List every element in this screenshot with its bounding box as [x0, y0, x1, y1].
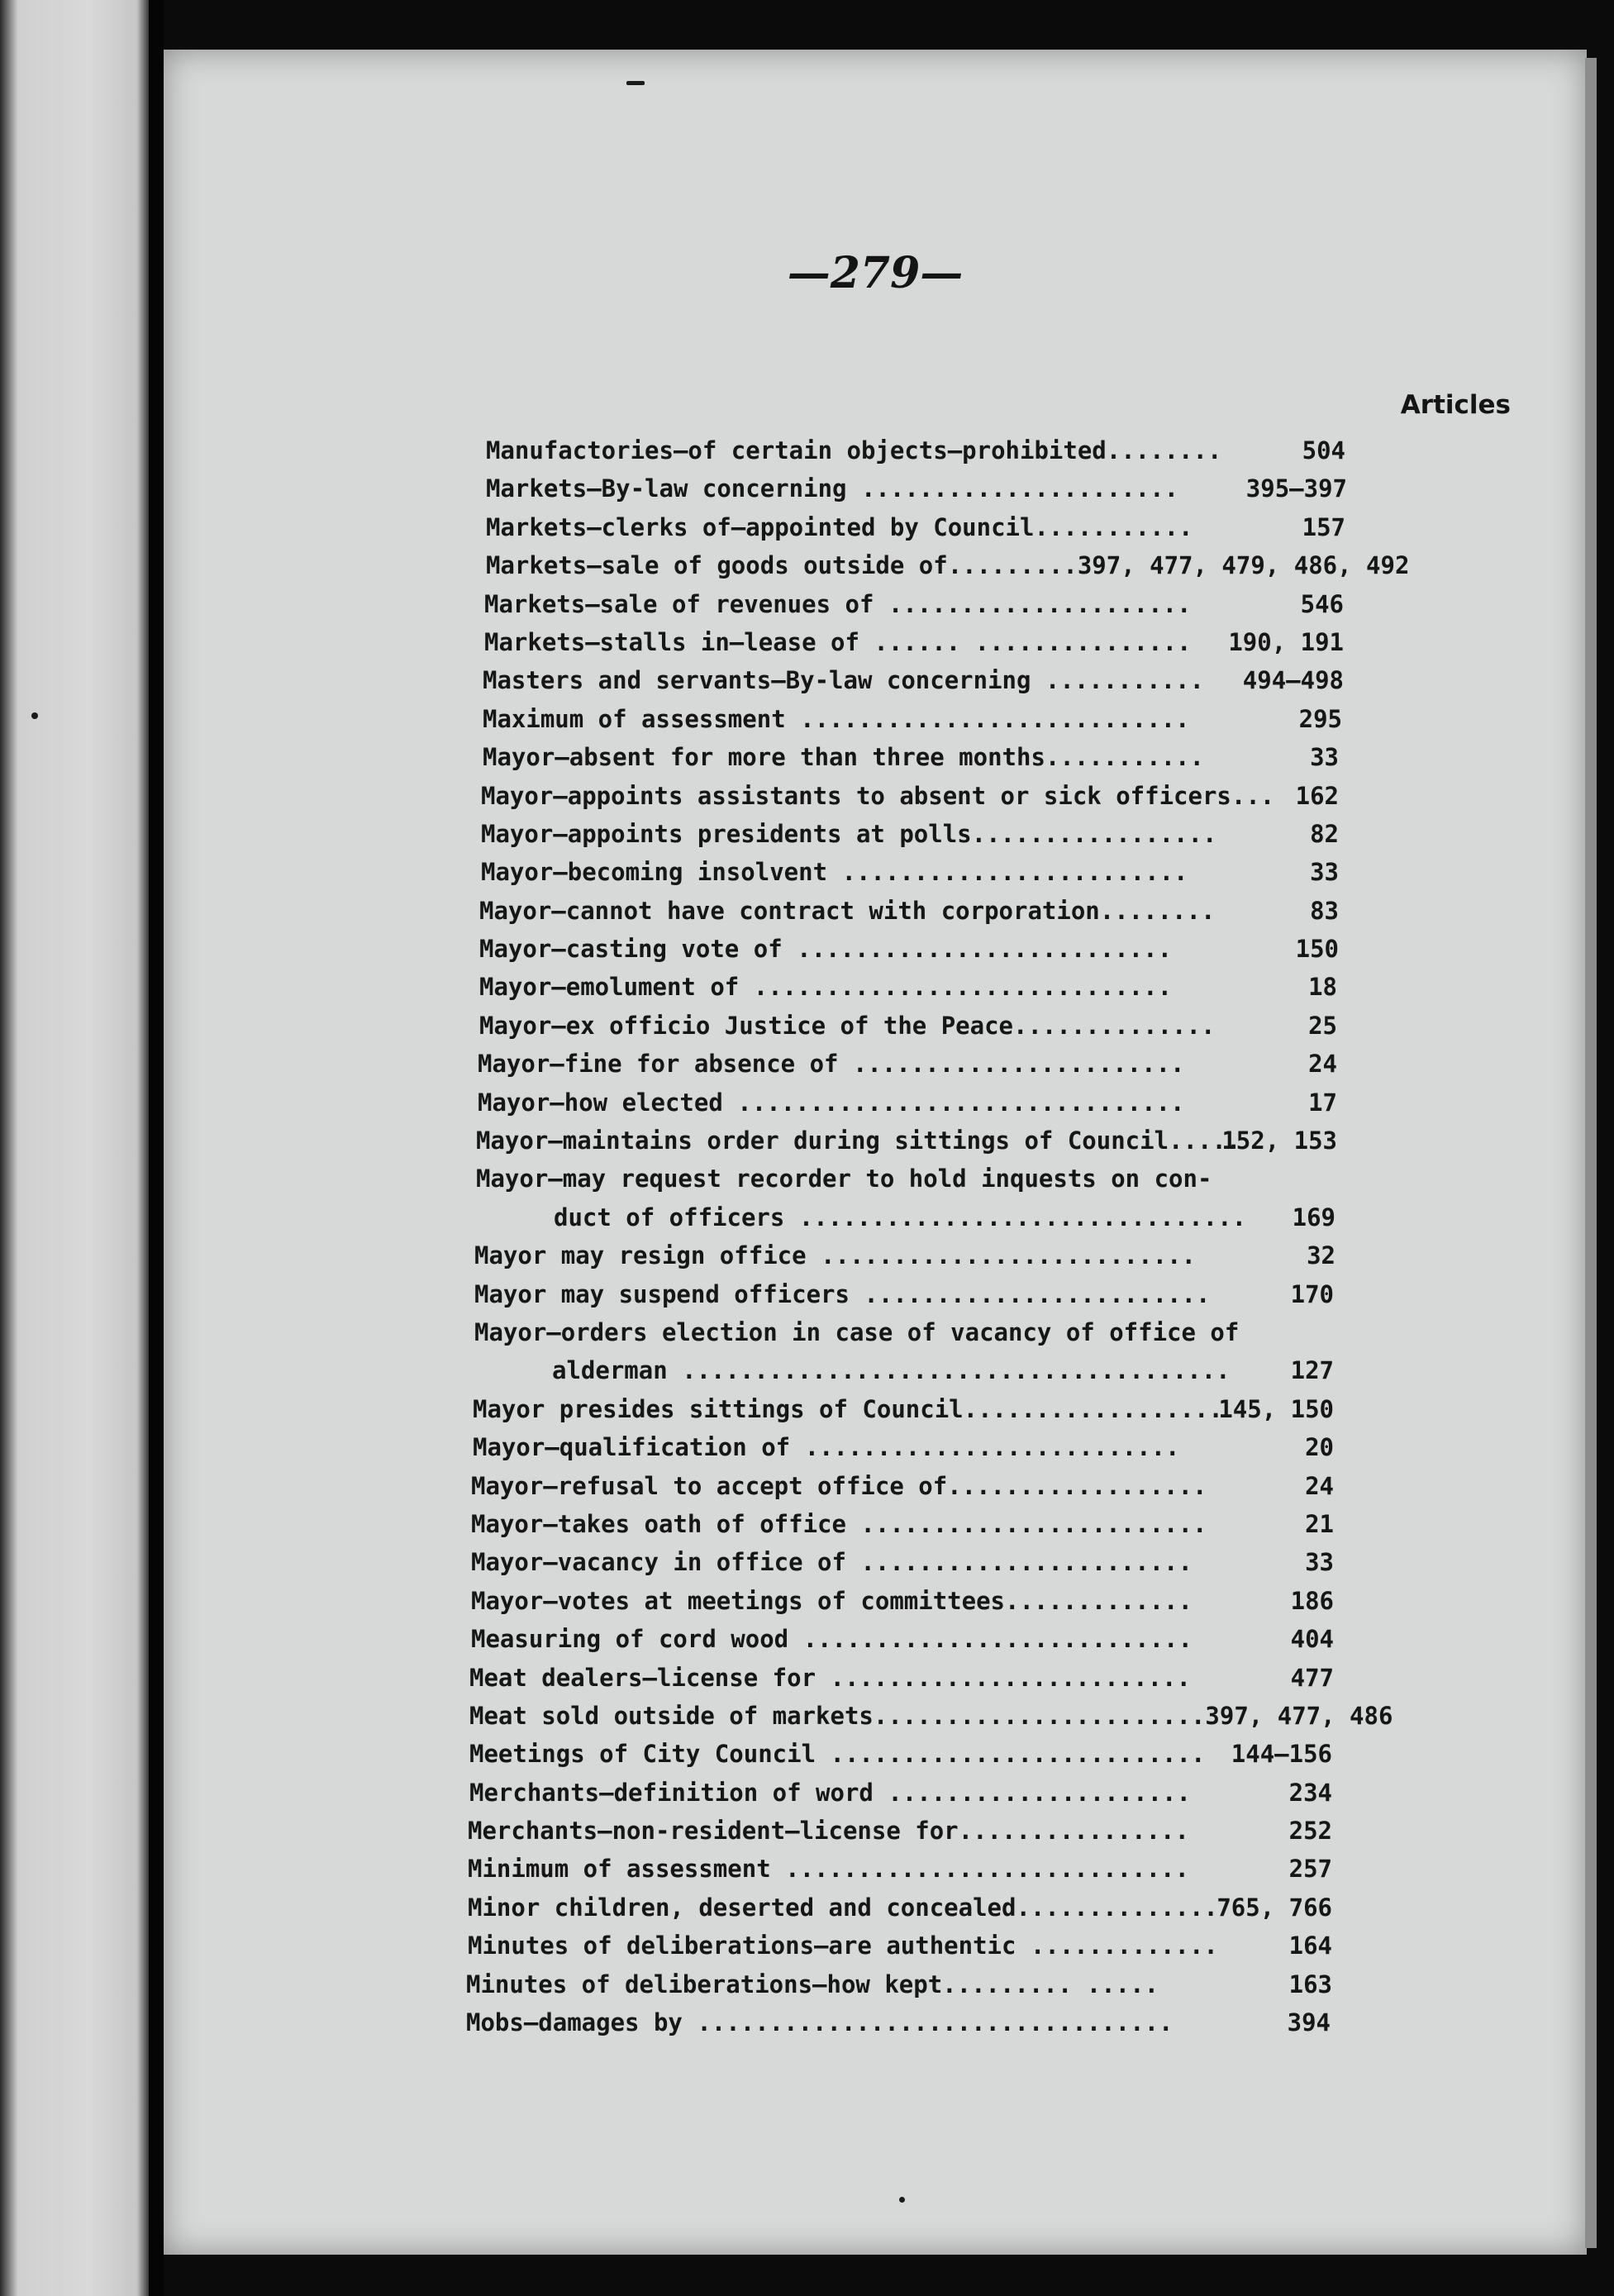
index-entry-article-number: 145, 150 — [1218, 1394, 1334, 1423]
index-entry-text: Mayor—qualification of .......................... — [473, 1433, 1180, 1462]
index-entry-article-number: 257 — [1288, 1855, 1332, 1884]
index-entry — [164, 431, 1587, 469]
index-entry-text: Measuring of cord wood ........................... — [471, 1625, 1193, 1654]
index-entry-article-number: 82 — [1310, 819, 1339, 848]
articles-column-heading: Articles — [1400, 390, 1511, 420]
index-entry — [164, 815, 1587, 853]
index-entry — [164, 661, 1587, 699]
index-entry — [164, 1198, 1587, 1236]
index-entry — [164, 968, 1587, 1006]
index-entry-text: Mayor—votes at meetings of committees............. — [471, 1586, 1193, 1615]
scan-speck — [899, 2197, 905, 2203]
index-entry-article-number: 25 — [1308, 1011, 1337, 1040]
index-entry-article-number: 295 — [1298, 704, 1342, 733]
index-entry — [164, 1428, 1587, 1466]
index-entry-article-number: 765, 766 — [1216, 1893, 1332, 1922]
index-entry-article-number: 32 — [1307, 1241, 1335, 1270]
index-entry — [164, 1505, 1587, 1543]
index-entry-text: Mayor—appoints assistants to absent or sick officers... — [481, 781, 1275, 810]
left-page-speck — [31, 712, 38, 719]
right-page-edge — [1585, 58, 1597, 2248]
index-entry-text: Markets—By-law concerning ...................... — [486, 474, 1179, 503]
index-entry-text: duct of officers ............................... — [554, 1203, 1247, 1231]
index-entry — [164, 1236, 1587, 1274]
index-entry-text: Mayor may suspend officers ........................ — [474, 1279, 1211, 1308]
index-entry-article-number: 186 — [1290, 1586, 1334, 1615]
index-entry-text: Mayor presides sittings of Council.................. — [473, 1394, 1223, 1423]
index-entry-article-number: 127 — [1290, 1356, 1334, 1385]
index-entry-article-number: 504 — [1302, 436, 1345, 464]
index-entry — [164, 1351, 1587, 1389]
index-entry-text: Minor children, deserted and concealed.............. — [468, 1893, 1218, 1922]
index-entry-article-number: 169 — [1292, 1203, 1335, 1231]
index-entry — [164, 1543, 1587, 1581]
index-entry — [164, 585, 1587, 623]
index-entry-article-number: 170 — [1290, 1279, 1334, 1308]
index-entry-text: Manufactories—of certain objects—prohibited........ — [486, 436, 1222, 464]
index-entry-article-number: 494–498 — [1242, 666, 1344, 695]
book-gutter — [149, 0, 164, 2296]
index-entry-article-number: 17 — [1308, 1088, 1337, 1117]
index-entry-text: Mayor—may request recorder to hold inquests on con- — [476, 1165, 1212, 1193]
index-entry-article-number: 33 — [1310, 858, 1339, 887]
index-entry-text: Mayor—orders election in case of vacancy of office of — [474, 1317, 1240, 1346]
index-entry-article-number: 33 — [1305, 1548, 1334, 1577]
index-entry-article-number: 252 — [1288, 1817, 1332, 1846]
index-entry-text: Mayor—ex officio Justice of the Peace.............. — [479, 1011, 1216, 1040]
index-entry — [164, 1313, 1587, 1351]
index-entry-article-number: 33 — [1310, 743, 1339, 772]
index-entry — [164, 892, 1587, 930]
index-entry-article-number: 150 — [1295, 935, 1339, 964]
index-entry-text: Mayor—how elected ............................... — [478, 1088, 1185, 1117]
index-entry-article-number: 477 — [1290, 1663, 1334, 1692]
index-entry-text: Mayor—refusal to accept office of.................. — [471, 1471, 1207, 1500]
index-page — [164, 50, 1587, 2255]
index-entry-text: Markets—clerks of—appointed by Council........... — [486, 512, 1193, 541]
index-entry-text: Mayor—appoints presidents at polls................. — [481, 819, 1217, 848]
index-entry-text: Mayor—emolument of ............................. — [479, 973, 1173, 1002]
index-entry-text: Maximum of assessment ........................... — [483, 704, 1190, 733]
index-entry-article-number: 163 — [1288, 1970, 1332, 1998]
index-entry — [164, 546, 1587, 584]
index-entry-article-number: 21 — [1305, 1509, 1334, 1538]
index-entry-text: Mayor—maintains order during sittings of Council..... — [476, 1127, 1241, 1155]
index-entry — [164, 508, 1587, 546]
index-entry — [164, 1850, 1587, 1888]
index-entry-text: Mobs—damages by ................................. — [466, 2008, 1174, 2037]
index-entry — [164, 2003, 1587, 2041]
index-entry-article-number: 164 — [1288, 1932, 1332, 1960]
index-entry — [164, 1889, 1587, 1927]
index-entry — [164, 1045, 1587, 1083]
index-entry — [164, 1735, 1587, 1773]
index-entry — [164, 1659, 1587, 1697]
index-entry-text: Meetings of City Council .......................... — [469, 1740, 1206, 1769]
index-entry — [164, 700, 1587, 738]
index-entry-text: Mayor—becoming insolvent ........................ — [481, 858, 1188, 887]
index-entry — [164, 1122, 1587, 1160]
index-entry-article-number: 190, 191 — [1228, 627, 1344, 656]
index-entry — [164, 777, 1587, 815]
index-entry-text: Mayor—casting vote of .......................... — [479, 935, 1173, 964]
index-entry-article-number: 157 — [1302, 512, 1345, 541]
index-entry-text: Merchants—definition of word ..................... — [469, 1778, 1191, 1807]
index-entry — [164, 1084, 1587, 1122]
index-entry-text: Meat dealers—license for ......................... — [469, 1663, 1191, 1692]
index-entry-text: Mayor—fine for absence of ....................... — [478, 1050, 1185, 1079]
index-entry — [164, 738, 1587, 776]
index-entry-article-number: 234 — [1288, 1778, 1332, 1807]
page-number: —279— — [787, 248, 964, 298]
index-entry-text: Minimum of assessment ............................ — [468, 1855, 1189, 1884]
index-entry-article-number: 24 — [1305, 1471, 1334, 1500]
index-entry — [164, 930, 1587, 968]
index-entry — [164, 1697, 1587, 1735]
index-entry-article-number: 395–397 — [1245, 474, 1347, 503]
index-entry-text: Minutes of deliberations—how kept......... ..... — [466, 1970, 1159, 1998]
index-entry — [164, 1812, 1587, 1850]
index-entry — [164, 1275, 1587, 1313]
index-entry-text: alderman ...................................... — [552, 1356, 1231, 1385]
index-entry-article-number: 24 — [1308, 1050, 1337, 1079]
index-entry-article-number: 404 — [1290, 1625, 1334, 1654]
index-entry-text: Markets—stalls in—lease of ...... ............... — [484, 627, 1192, 656]
index-entry — [164, 1965, 1587, 2003]
index-entry — [164, 1160, 1587, 1198]
index-entry — [164, 1620, 1587, 1658]
index-entry-article-number: 83 — [1310, 896, 1339, 925]
index-entry-text: Mayor may resign office .......................... — [474, 1241, 1196, 1270]
index-entry-article-number: 394 — [1287, 2008, 1331, 2037]
index-entry-article-number: 20 — [1305, 1433, 1334, 1462]
left-page-edge — [0, 0, 149, 2296]
index-entry-article-number: 546 — [1300, 589, 1344, 618]
index-entry — [164, 1467, 1587, 1505]
index-entry — [164, 623, 1587, 661]
index-entry-article-number: 144–156 — [1231, 1740, 1332, 1769]
index-entry-text: Merchants—non-resident—license for................ — [468, 1817, 1189, 1846]
index-entry-text: Mayor—takes oath of office ........................ — [471, 1509, 1207, 1538]
index-entry-text: Minutes of deliberations—are authentic ............. — [468, 1932, 1218, 1960]
index-entry-text: Mayor—absent for more than three months........... — [483, 743, 1204, 772]
index-entry — [164, 1927, 1587, 1965]
index-entry — [164, 469, 1587, 507]
index-entry-text: Mayor—cannot have contract with corporation........ — [479, 896, 1216, 925]
index-entry-text: Masters and servants—By-law concerning ........... — [483, 666, 1204, 695]
index-entry — [164, 1007, 1587, 1045]
index-entry-article-number: 18 — [1308, 973, 1337, 1002]
index-entry-article-number: 162 — [1295, 781, 1339, 810]
index-entry — [164, 1582, 1587, 1620]
scan-mark — [626, 81, 645, 85]
index-entry-text: Meat sold outside of markets.......................397, 477, 486 — [469, 1701, 1393, 1730]
index-entry-text: Markets—sale of goods outside of.........397, 477, 479, 486, 492 — [486, 551, 1410, 580]
index-entry-article-number: 152, 153 — [1221, 1127, 1337, 1155]
index-entry-text: Markets—sale of revenues of ..................... — [484, 589, 1192, 618]
index-entry — [164, 1390, 1587, 1428]
index-entry-text: Mayor—vacancy in office of ....................... — [471, 1548, 1193, 1577]
index-entries-list — [164, 431, 1587, 2041]
index-entry — [164, 853, 1587, 891]
index-entry — [164, 1774, 1587, 1812]
